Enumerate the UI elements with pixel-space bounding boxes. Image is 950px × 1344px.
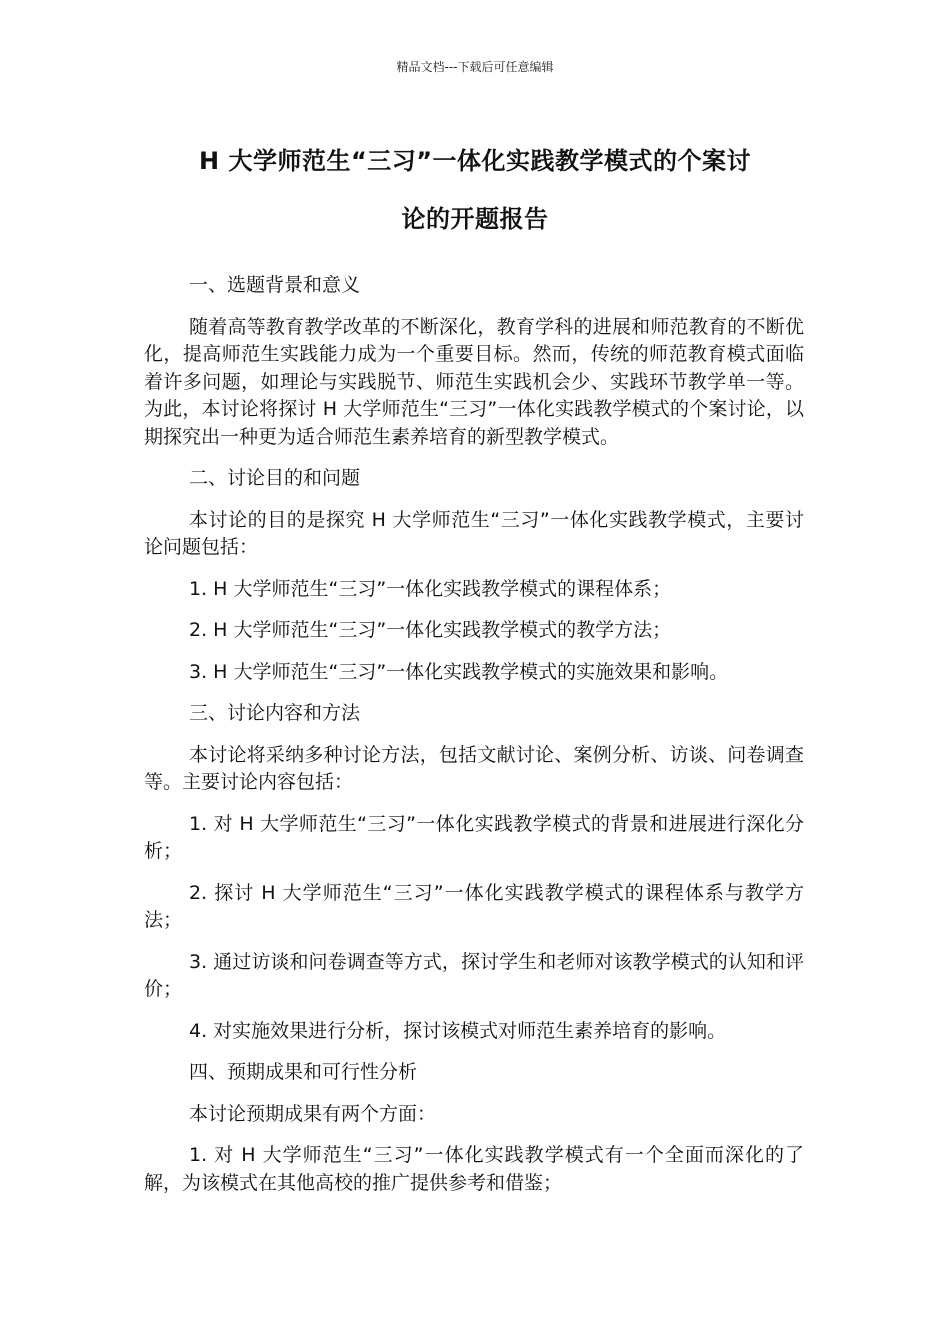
paragraph-content: 本讨论将采纳多种讨论方法，包括文献讨论、案例分析、访谈、问卷调查等。主要讨论内容包括： bbox=[144, 743, 804, 793]
section-heading-outcomes: 四、预期成果和可行性分析 bbox=[189, 1061, 418, 1083]
list-item-content-2: 2. 探讨 H 大学师范生“三习”一体化实践教学模式的课程体系与教学方法； bbox=[144, 881, 804, 931]
list-item-outcomes-1: 1. 对 H 大学师范生“三习”一体化实践教学模式有一个全面而深化的了解，为该模式在其他高校的推广提供参考和借鉴； bbox=[144, 1144, 804, 1194]
header-note: 精品文档---下载后可任意编辑 bbox=[396, 60, 554, 74]
document-title bbox=[140, 132, 810, 248]
title-line-1: H 大学师范生“三习”一体化实践教学模式的个案讨 bbox=[199, 147, 751, 175]
document-body bbox=[144, 272, 804, 1211]
title-line-2: 论的开题报告 bbox=[401, 205, 549, 233]
list-item-content-1: 1. 对 H 大学师范生“三习”一体化实践教学模式的背景和进展进行深化分析； bbox=[144, 812, 804, 862]
paragraph-purpose: 本讨论的目的是探究 H 大学师范生“三习”一体化实践教学模式，主要讨论问题包括： bbox=[144, 508, 804, 558]
section-heading-background: 一、选题背景和意义 bbox=[189, 274, 361, 296]
list-item-purpose-1: 1. H 大学师范生“三习”一体化实践教学模式的课程体系； bbox=[189, 577, 672, 600]
section-heading-content: 三、讨论内容和方法 bbox=[189, 702, 361, 724]
paragraph-outcomes: 本讨论预期成果有两个方面： bbox=[189, 1102, 437, 1125]
list-item-content-3: 3. 通过访谈和问卷调查等方式，探讨学生和老师对该教学模式的认知和评价； bbox=[144, 950, 804, 1000]
list-item-purpose-2: 2. H 大学师范生“三习”一体化实践教学模式的教学方法； bbox=[189, 619, 672, 641]
list-item-content-4: 4. 对实施效果进行分析，探讨该模式对师范生素养培育的影响。 bbox=[189, 1019, 727, 1042]
list-item-purpose-3: 3. H 大学师范生“三习”一体化实践教学模式的实施效果和影响。 bbox=[189, 660, 729, 683]
paragraph-background: 随着高等教育教学改革的不断深化，教育学科的进展和师范教育的不断优化，提高师范生实践能力成为一个重要目标。然而，传统的师范教育模式面临着许多问题，如理论与实践脱节、师范生实践机会少、实践环节教学单一等。为此，本讨论将探讨 H 大学师范生“三习”一体化实践教学模式的个案讨论，以期探究出一种更为适合师范生素养培育的新型教学模式。 bbox=[144, 315, 804, 448]
section-heading-purpose: 二、讨论目的和问题 bbox=[189, 467, 361, 489]
